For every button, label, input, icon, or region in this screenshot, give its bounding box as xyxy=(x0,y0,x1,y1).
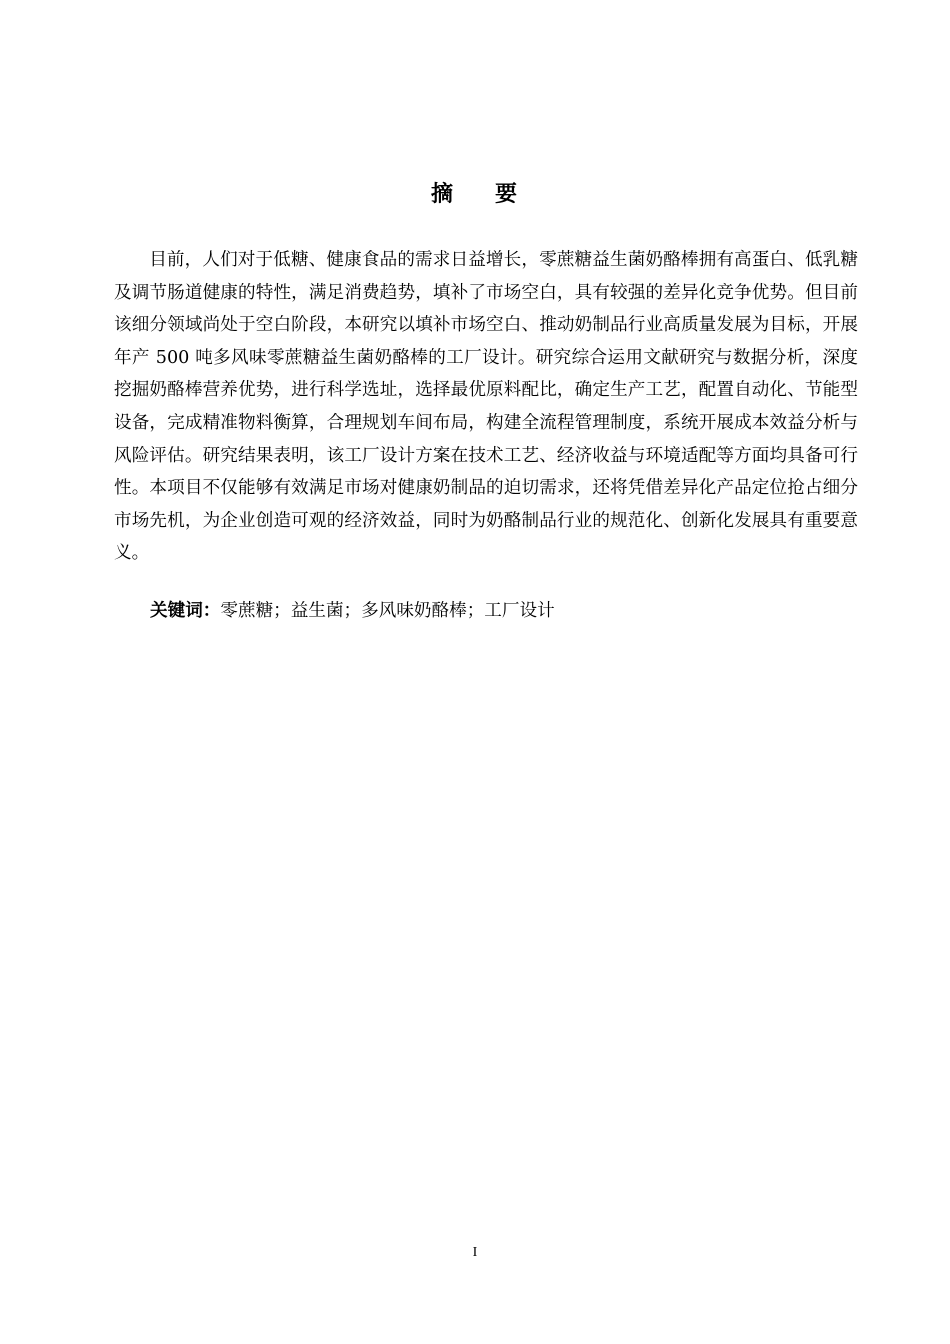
page-number: I xyxy=(472,1245,478,1260)
keywords-line xyxy=(150,595,850,627)
abstract-title-char-2: 要 xyxy=(495,182,520,207)
keywords-text: 零蔗糖；益生菌；多风味奶酪棒；工厂设计 xyxy=(220,601,555,621)
keywords-label: 关键词： xyxy=(150,601,221,621)
abstract-title-char-1: 摘 xyxy=(430,182,455,207)
abstract-body: 目前，人们对于低糖、健康食品的需求日益增长，零蔗糖益生菌奶酪棒拥有高蛋白、低乳糖及调节肠道健康的特性，满足消费趋势，填补了市场空白，具有较强的差异化竞争优势。但目前该细分领域尚处于空白阶段，本研究以填补市场空白、推动奶制品行业高质量发展为目标，开展年产 500 吨多风味零蔗糖益生菌奶酪棒的工厂设计。研究综合运用文献研究与数据分析，深度挖掘奶酪棒营养优势，进行科学选址，选择最优原料配比，确定生产工艺，配置自动化、节能型设备，完成精准物料衡算，合理规划车间布局，构建全流程管理制度，系统开展成本效益分析与风险评估。研究结果表明，该工厂设计方案在技术工艺、经济收益与环境适配等方面均具备可行性。本项目不仅能够有效满足市场对健康奶制品的迫切需求，还将凭借差异化产品定位抢占细分市场先机，为企业创造可观的经济效益，同时为奶酪制品行业的规范化、创新化发展具有重要意义。 xyxy=(114,250,858,564)
abstract-title xyxy=(0,178,950,212)
